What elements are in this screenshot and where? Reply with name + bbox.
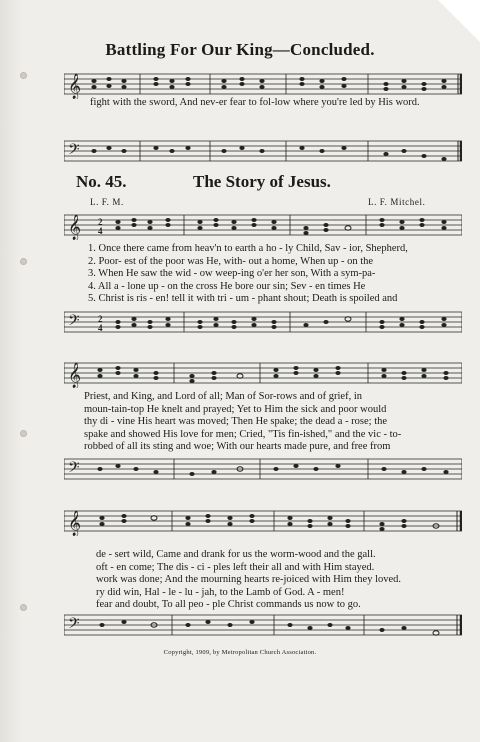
svg-text:𝄢: 𝄢 [68, 615, 80, 635]
verse-lyrics-system-2 [84, 391, 454, 454]
verse-lyrics-system-3 [96, 549, 466, 612]
music-composer: L. F. Mitchel. [368, 197, 426, 207]
svg-text:𝄞: 𝄞 [68, 73, 82, 98]
music-notation [64, 612, 462, 640]
verse-lyrics-system-1 [88, 243, 458, 306]
music-notation [64, 456, 462, 484]
lyric-line: 2. Poor- est of the poor was He, with- out a home, When up - on the [88, 255, 374, 267]
lyric-line: ry did win, Hal - le - lu - jah, to the Lamb of God. A - men! [96, 586, 345, 598]
music-notation [64, 212, 462, 240]
binding-hole [20, 72, 27, 79]
lyric-line: work was done; And the mourning hearts re-joiced with Him they loved. [96, 574, 402, 585]
bass-staff [64, 309, 462, 334]
lyric-line: thy di - vine His heart was moved; Then He spake; the dead a - rose; the [84, 416, 388, 427]
lyric-line: oft - en come; The dis - ci - ples left their all and with Him stayed. [96, 561, 375, 573]
svg-text:𝄞: 𝄞 [68, 214, 82, 239]
svg-text:4: 4 [98, 323, 103, 333]
lyric-line: robbed of all its sting and woe; With our hearts made pure, and free from [84, 441, 391, 452]
binding-hole [20, 430, 27, 437]
hymn-number: No. 45. [76, 172, 127, 191]
lyric-line: Priest, and King, and Lord of all; Man of Sor-rows and of grief, in [84, 391, 362, 402]
svg-text:𝄢: 𝄢 [68, 141, 80, 161]
treble-staff [64, 360, 462, 385]
music-notation [64, 508, 462, 536]
continued-hymn-lyric: fight with the sword, And nev-er fear to fol-low where you're led by His word. [90, 97, 420, 108]
binding-hole [20, 258, 27, 265]
svg-text:𝄞: 𝄞 [68, 362, 82, 387]
lyric-line: fear and doubt, To all peo - ple Christ commands us now to go. [96, 599, 361, 610]
lyric-line: 4. All a - lone up - on the cross He bore our sin; Sev - en times He [88, 280, 366, 292]
svg-text:4: 4 [98, 226, 103, 236]
lyric-line: de - sert wild, Came and drank for us the worm-wood and the gall. [96, 549, 376, 560]
bass-staff [64, 612, 462, 637]
lyric-line: 3. When He saw the wid - ow weep-ing o'er her son, With a sym-pa- [88, 268, 376, 279]
music-notation [64, 71, 462, 99]
bass-staff [64, 138, 462, 163]
svg-text:2: 2 [98, 217, 103, 227]
svg-text:2: 2 [98, 314, 103, 324]
music-notation [64, 138, 462, 166]
lyric-line: 1. Once there came from heav'n to earth a ho - ly Child, Sav - ior, Shepherd, [88, 243, 408, 254]
music-notation [64, 309, 462, 337]
lyric-line: moun-tain-top He knelt and prayed; Yet to Him the sick and poor would [84, 403, 387, 415]
treble-staff [64, 508, 462, 533]
lyric-line: 5. Christ is ris - en! tell it with tri - um - phant shout; Death is spoiled and [88, 293, 398, 304]
continued-hymn-title: Battling For Our King—Concluded. [105, 40, 375, 59]
copyright-notice: Copyright, 1909, by Metropolitan Church Association. [163, 649, 317, 656]
folded-corner [438, 0, 480, 42]
hymn-title: The Story of Jesus. [193, 172, 331, 191]
svg-text:𝄞: 𝄞 [68, 510, 82, 535]
binding-hole [20, 604, 27, 611]
bass-staff [64, 456, 462, 481]
page-spine [0, 0, 22, 742]
words-author: L. F. M. [90, 197, 124, 207]
svg-text:𝄢: 𝄢 [68, 312, 80, 332]
treble-staff [64, 212, 462, 237]
lyric-line: spake and showed His love for men; Cried, "Tis fin-ished," and the vic - to- [84, 428, 402, 440]
music-notation [64, 360, 462, 388]
svg-text:𝄢: 𝄢 [68, 459, 80, 479]
treble-staff [64, 71, 462, 96]
